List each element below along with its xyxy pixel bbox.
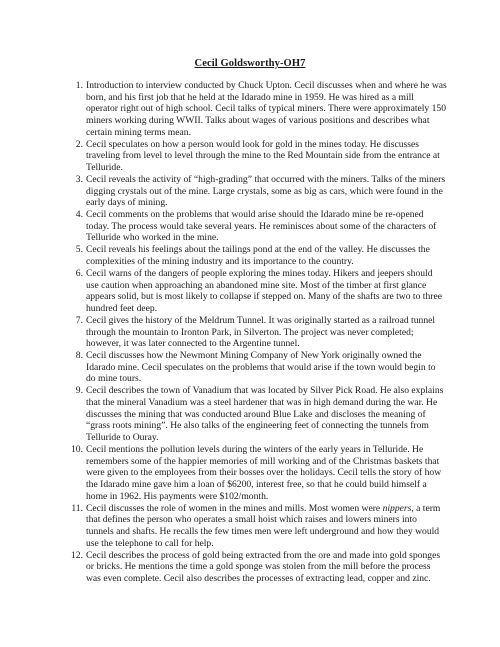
list-item	[71, 174, 447, 209]
list-item	[71, 209, 447, 244]
list-item-number: 3.	[75, 173, 83, 185]
list-item	[71, 315, 447, 350]
list-item-text	[86, 503, 447, 550]
list-item	[71, 244, 447, 267]
list-item	[71, 444, 447, 502]
list-item	[71, 385, 447, 443]
list-item-number: 2.	[75, 138, 83, 150]
list-item	[71, 550, 447, 585]
list-item-text: Cecil gives the history of the Meldrum Tunnel. It was originally started as a railroad tunnel through the mountain to Ironton Park, in Silverton. The project was never completed; however, it was later connected to the Argentine tunnel.	[86, 314, 436, 350]
document-title: Cecil Goldsworthy-OH7	[194, 58, 306, 69]
list-item-text: Cecil mentions the pollution levels during the winters of the early years in Telluride. He remembers some of the happier memories of mill working and of the Christmas baskets that were given to the employees from their bosses over the holidays. Cecil tells the story of how the Idarado mine gave him a loan of $6200, interest free, so that he could build himself a home in 1962. His payments were $102/month.	[86, 444, 442, 502]
list-item-text: Cecil warns of the dangers of people exploring the mines today. Hikers and jeepers should use caution when approaching an abandoned mine site. Most of the timber at first glance appears solid, but is most likely to collapse if stepped on. Many of the shafts are two to three hundred feet deep.	[86, 267, 442, 314]
interview-summary-list	[71, 80, 447, 585]
list-item	[71, 268, 447, 315]
list-item-number: 10.	[71, 444, 83, 456]
list-item-text-part: , a term that defines the person who operates a small hoist which raises and lowers miners into tunnels and shafts. He recalls the few times men were left underground and how they would use the telephone to call for help.	[86, 502, 441, 549]
list-item-text-part: Cecil discusses the role of women in the mines and mills. Most women were	[86, 502, 383, 514]
list-item-number: 6.	[75, 267, 83, 279]
list-item-text: Cecil reveals the activity of “high-grading” that occurred with the miners. Talks of the miners digging crystals out of the mine. Large crystals, some as big as cars, which were found in the early days of mining.	[86, 173, 446, 209]
list-item-text: Cecil comments on the problems that would arise should the Idarado mine be re-opened today. The process would take several years. He reminisces about some of the characters of Telluride who worked in the mine.	[86, 209, 437, 244]
list-item-number: 11.	[71, 502, 83, 514]
list-item-number: 5.	[75, 244, 83, 256]
list-item-text: Cecil reveals his feelings about the tailings pond at the end of the valley. He discusses the complexities of the mining industry and its importance to the country.	[86, 244, 430, 268]
list-item-text: Cecil describes the town of Vanadium that was located by Silver Pick Road. He also explains that the mineral Vanadium was a steel hardener that was in high demand during the war. He discusses the mining that was conducted around Blue Lake and discloses the meaning of “grass roots mining”. He also talks of the engineering feet of connecting the tunnels from Telluride to Ouray.	[86, 385, 444, 444]
list-item-number: 8.	[75, 350, 83, 362]
list-item-text: Introduction to interview conducted by Chuck Upton. Cecil discusses when and where he was born, and his first job that he held at the Idarado mine in 1959. He was hired as a mill operator right out of high school. Cecil talks of typical miners. There were approximately 150 miners working during WWII. Talks about wages of various positions and describes what certain mining terms mean.	[86, 80, 447, 138]
list-item	[71, 503, 447, 550]
list-item-number: 12.	[71, 549, 83, 561]
list-item	[71, 350, 447, 385]
list-item-text: Cecil speculates on how a person would look for gold in the mines today. He discusses traveling from level to level through the mine to the Red Mountain side from the entrance at Telluride.	[86, 138, 440, 173]
list-item-number: 7.	[75, 314, 83, 326]
list-item-text: Cecil describes the process of gold being extracted from the ore and made into gold sponges or bricks. He mentions the time a gold sponge was stolen from the mill before the process was even complete. Cecil also describes the processes of extracting lead, copper and zinc.	[86, 549, 441, 584]
list-item-number: 1.	[75, 80, 83, 91]
list-item	[71, 139, 447, 174]
list-item-number: 4.	[75, 209, 83, 221]
list-item	[71, 80, 447, 138]
list-item-number: 9.	[75, 385, 83, 397]
list-item-text: Cecil discusses how the Newmont Mining Company of New York originally owned the Idarado mine. Cecil speculates on the problems that would arise if the town would begin to do mine tours.	[86, 350, 436, 385]
emphasized-term: nippers	[382, 502, 412, 514]
